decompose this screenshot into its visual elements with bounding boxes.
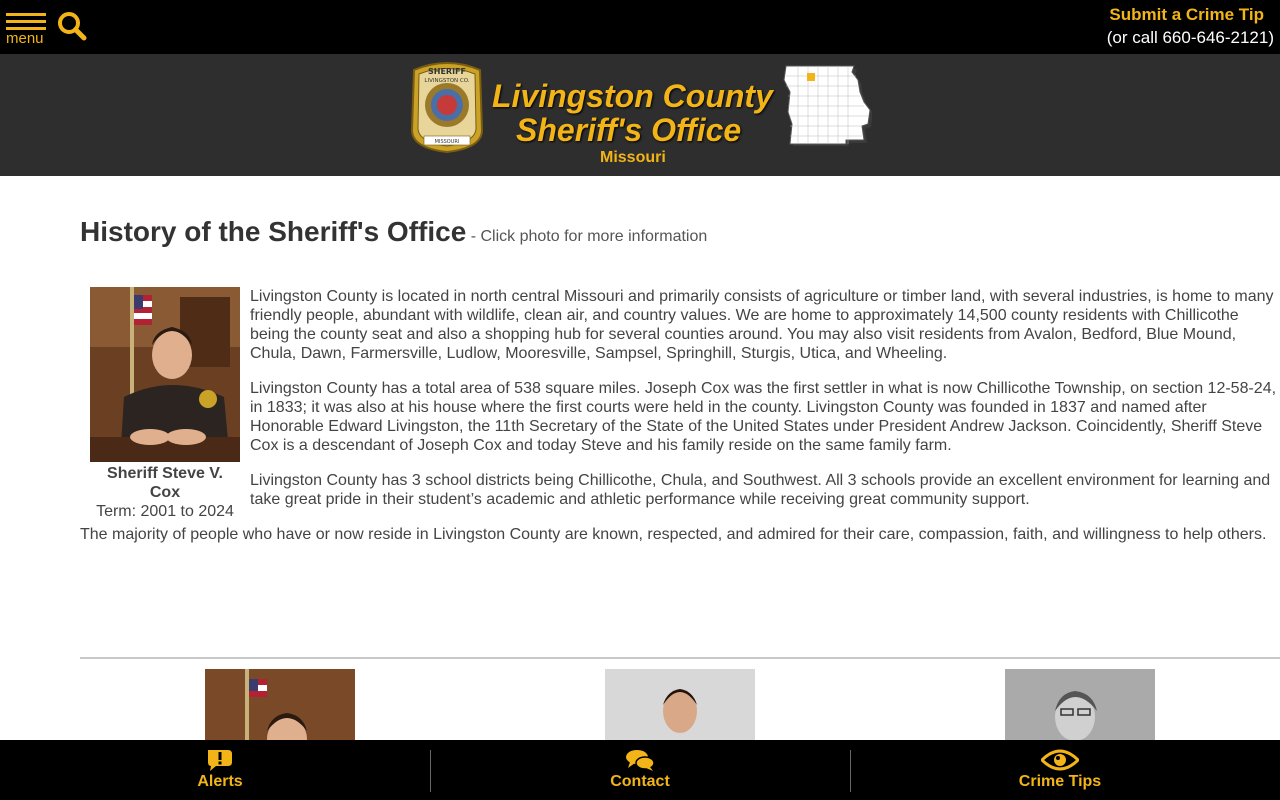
history-paragraph-2: Livingston County has a total area of 538 square miles. Joseph Cox was the first settler in what is now Chillicothe Township, on section 12-58-24, in 1833; it was also at his house where the first courts were held in the county. Livingston County was founded in 1837 and named after Honorable Edward Livingston, the 11th Secretary of the State of the United States under President Andrew Jackson. Coincidently, Sheriff Steve Cox is a descendant of Joseph Cox and today Steve and his family reside on the same family farm. — [250, 380, 1277, 454]
hamburger-icon — [6, 13, 46, 16]
submit-crime-tip-link[interactable]: Submit a Crime Tip — [1109, 5, 1264, 24]
former-sheriff-photo-2[interactable] — [605, 669, 755, 749]
alert-icon — [206, 748, 234, 772]
badge-state-text: MISSOURI — [434, 139, 460, 145]
bottom-nav — [0, 740, 1280, 800]
search-icon — [56, 10, 88, 42]
page-hint: - Click photo for more information — [466, 228, 708, 245]
nav-contact-label: Contact — [610, 773, 670, 790]
chat-bubbles-icon — [625, 748, 655, 772]
sheriff-term: Term: 2001 to 2024 — [96, 503, 234, 520]
menu-label: menu — [6, 30, 44, 47]
site-subtitle: Missouri — [600, 149, 666, 166]
sheriff-name: Sheriff Steve V. Cox — [107, 465, 223, 501]
menu-button[interactable] — [6, 10, 48, 50]
former-sheriff-photo-3-image — [1005, 669, 1155, 749]
badge-county-text: LIVINGSTON CO. — [424, 78, 470, 84]
search-button[interactable] — [56, 10, 88, 42]
former-sheriff-photo-1[interactable] — [205, 669, 355, 749]
page-title: History of the Sheriff's Office — [80, 216, 467, 247]
hamburger-icon-bar — [6, 20, 46, 23]
sheriff-badge-logo[interactable] — [408, 60, 486, 154]
eye-icon — [1041, 748, 1079, 772]
history-paragraph-4: The majority of people who have or now reside in Livingston County are known, respected, and admired for their care, compassion, faith, and willingness to help others. — [80, 526, 1267, 543]
nav-crime-tips[interactable] — [850, 740, 1270, 800]
header-banner — [0, 54, 1280, 176]
site-title-line1: Livingston County — [492, 78, 773, 114]
crime-tip-area — [1107, 4, 1274, 50]
site-title-line2: Sheriff's Office — [516, 112, 742, 148]
tip-phone-text: (or call 660-646-2121) — [1106, 28, 1274, 47]
former-sheriff-photo-3[interactable] — [1005, 669, 1155, 749]
top-bar — [0, 0, 1280, 54]
history-paragraph-1: Livingston County is located in north central Missouri and primarily consists of agriculture or timber land, with several industries, is home to many friendly people, abundant with wildlife, clean air, and country values. We are home to approximately 14,500 county residents with Chillicothe being the county seat and also a shopping hub for several counties around. You may also visit residents from Avalon, Bedford, Blue Mound, Chula, Dawn, Farmersville, Ludlow, Mooresville, Sampsel, Springhill, Sturgis, Utica, and Wheeling. — [250, 288, 1274, 362]
section-divider — [80, 657, 1280, 659]
heading-row — [80, 216, 707, 248]
sheriff-photo-card[interactable] — [90, 287, 240, 521]
nav-alerts-label: Alerts — [197, 773, 243, 790]
sheriff-photo[interactable] — [90, 287, 240, 462]
former-sheriff-photo-2-image — [605, 669, 755, 749]
nav-contact[interactable] — [430, 740, 850, 800]
former-sheriff-photo-1-image — [205, 669, 355, 749]
history-paragraph-3: Livingston County has 3 school districts being Chillicothe, Chula, and Southwest. All 3 schools provide an excellent environment for learning and take great pride in their student’s academic and athletic performance while receiving great community support. — [250, 472, 1271, 508]
nav-crime-tips-label: Crime Tips — [1018, 773, 1102, 790]
nav-alerts[interactable] — [0, 740, 440, 800]
badge-text: SHERIFF — [428, 67, 466, 76]
missouri-map-icon — [780, 62, 872, 146]
